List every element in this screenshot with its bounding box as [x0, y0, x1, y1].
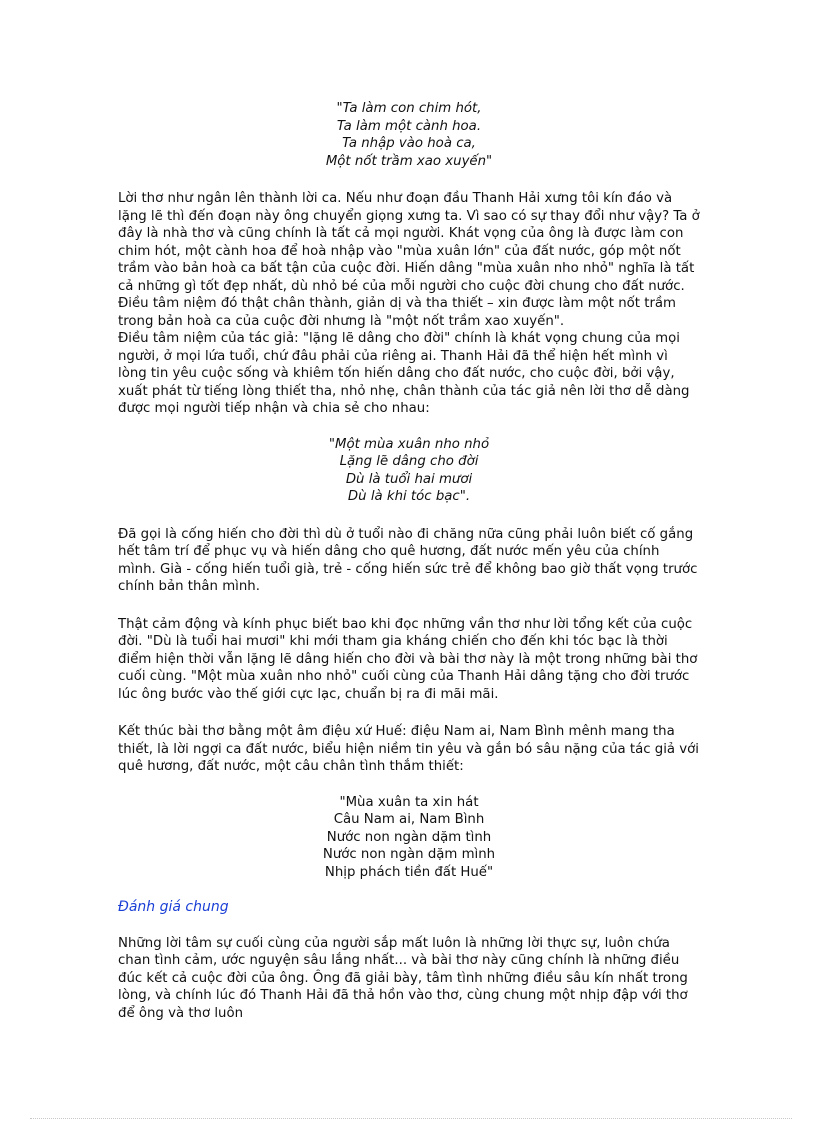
- poem-line: Lặng lẽ dâng cho đời: [339, 454, 479, 469]
- poem-line: Nước non ngàn dặm tình: [326, 829, 492, 845]
- poem-line: Dù là khi tóc bạc".: [347, 489, 471, 504]
- poem-line: "Một mùa xuân nho nhỏ: [328, 436, 490, 452]
- paragraph-5: Kết thúc bài thơ bằng một âm điệu xứ Huế: điệu Nam ai, Nam Bình mênh mang tha thiết, là lời ngợi ca đất nước, biểu hiện niềm tin yêu và gắn bó sâu nặng của tác giả với quê hương, đất nước, một câu chân tình thắm thiết:: [118, 724, 699, 774]
- poem-line: Câu Nam ai, Nam Bình: [333, 812, 485, 827]
- paragraph-2: Điều tâm niệm của tác giả: "lặng lẽ dâng cho đời" chính là khát vọng chung của mọi người, ở mọi lứa tuổi, chứ đâu phải của riêng ai. Thanh Hải đã thể hiện hết mình vì lòng tin yêu cuộc sống và khiêm tốn hiến dâng cho đất nước, cho cuộc đời, bởi vậy, xuất phát từ tiếng lòng thiết tha, nhỏ nhẹ, chân thành của tác giả nên lời thơ dễ dàng được mọi người tiếp nhận và chia sẻ cho nhau:: [118, 331, 690, 416]
- poem-stanza-2: [118, 436, 700, 506]
- paragraph-1: Lời thơ như ngân lên thành lời ca. Nếu như đoạn đầu Thanh Hải xưng tôi kín đáo và lặng lẽ thì đến đoạn này ông chuyển giọng xưng ta. Vì sao có sự thay đổi như vậy? Ta ở đây là nhà thơ và cũng chính là tất cả mọi người. Khát vọng của ông là được làm con chim hót, một cành hoa để hoà nhập vào "mùa xuân lớn" của đất nước, góp một nốt trầm vào bản hoà ca bất tận của cuộc đời. Hiến dâng "mùa xuân nho nhỏ" nghĩa là tất cả những gì tốt đẹp nhất, dù nhỏ bé của mỗi người cho cuộc đời chung cho đất nước. Điều tâm niệm đó thật chân thành, giản dị và tha thiết – xin được làm một nốt trầm trong bản hoà ca của cuộc đời nhưng là "một nốt trầm xao xuyến".: [118, 191, 700, 329]
- poem-line: "Ta làm con chim hót,: [336, 101, 482, 116]
- poem-line: Nhịp phách tiền đất Huế": [324, 864, 494, 880]
- poem-line: Ta nhập vào hoà ca,: [342, 136, 476, 151]
- poem-line: Nước non ngàn dặm mình: [322, 847, 496, 862]
- paragraph-6: Những lời tâm sự cuối cùng của người sắp mất luôn là những lời thực sự, luôn chứa chan tình cảm, ước nguyện sâu lắng nhất... và bài thơ này cũng chính là những điều đúc kết cả cuộc đời của ông. Ông đã giải bày, tâm tình những điều sâu kín nhất trong lòng, và chính lúc đó Thanh Hải đã thả hồn vào thơ, cùng chung một nhịp đập với thơ để ông và thơ luôn: [118, 935, 688, 1021]
- poem-line: "Mùa xuân ta xin hát: [339, 794, 479, 810]
- poem-line: Dù là tuổi hai mươi: [345, 471, 473, 487]
- paragraph-4: Thật cảm động và kính phục biết bao khi đọc những vần thơ như lời tổng kết của cuộc đời. "Dù là tuổi hai mươi" khi mới tham gia kháng chiến cho đến khi tóc bạc là thời điểm hiện thời vẫn lặng lẽ dâng hiến cho đời và bài thơ này là một trong những bài thơ cuối cùng. "Một mùa xuân nho nhỏ" cuối cùng của Thanh Hải dâng tặng cho đời trước lúc ông bước vào thế giới cực lạc, chuẩn bị ra đi mãi mãi.: [118, 616, 698, 702]
- poem-stanza-3: [118, 794, 700, 882]
- paragraph-3: Đã gọi là cống hiến cho đời thì dù ở tuổi nào đi chăng nữa cũng phải luôn biết cố gắng hết tâm trí để phục vụ và hiến dâng cho quê hương, đất nước mến yêu của chính mình. Già - cống hiến tuổi già, trẻ - cống hiến sức trẻ để không bao giờ thất vọng trước chính bản thân mình.: [118, 526, 698, 594]
- page-bottom-divider: [30, 1118, 792, 1119]
- section-heading: Đánh giá chung: [118, 899, 229, 915]
- document-page: [118, 100, 700, 1022]
- poem-stanza-1: [118, 100, 700, 170]
- poem-line: Ta làm một cành hoa.: [336, 118, 482, 134]
- poem-line: Một nốt trầm xao xuyến": [325, 153, 493, 169]
